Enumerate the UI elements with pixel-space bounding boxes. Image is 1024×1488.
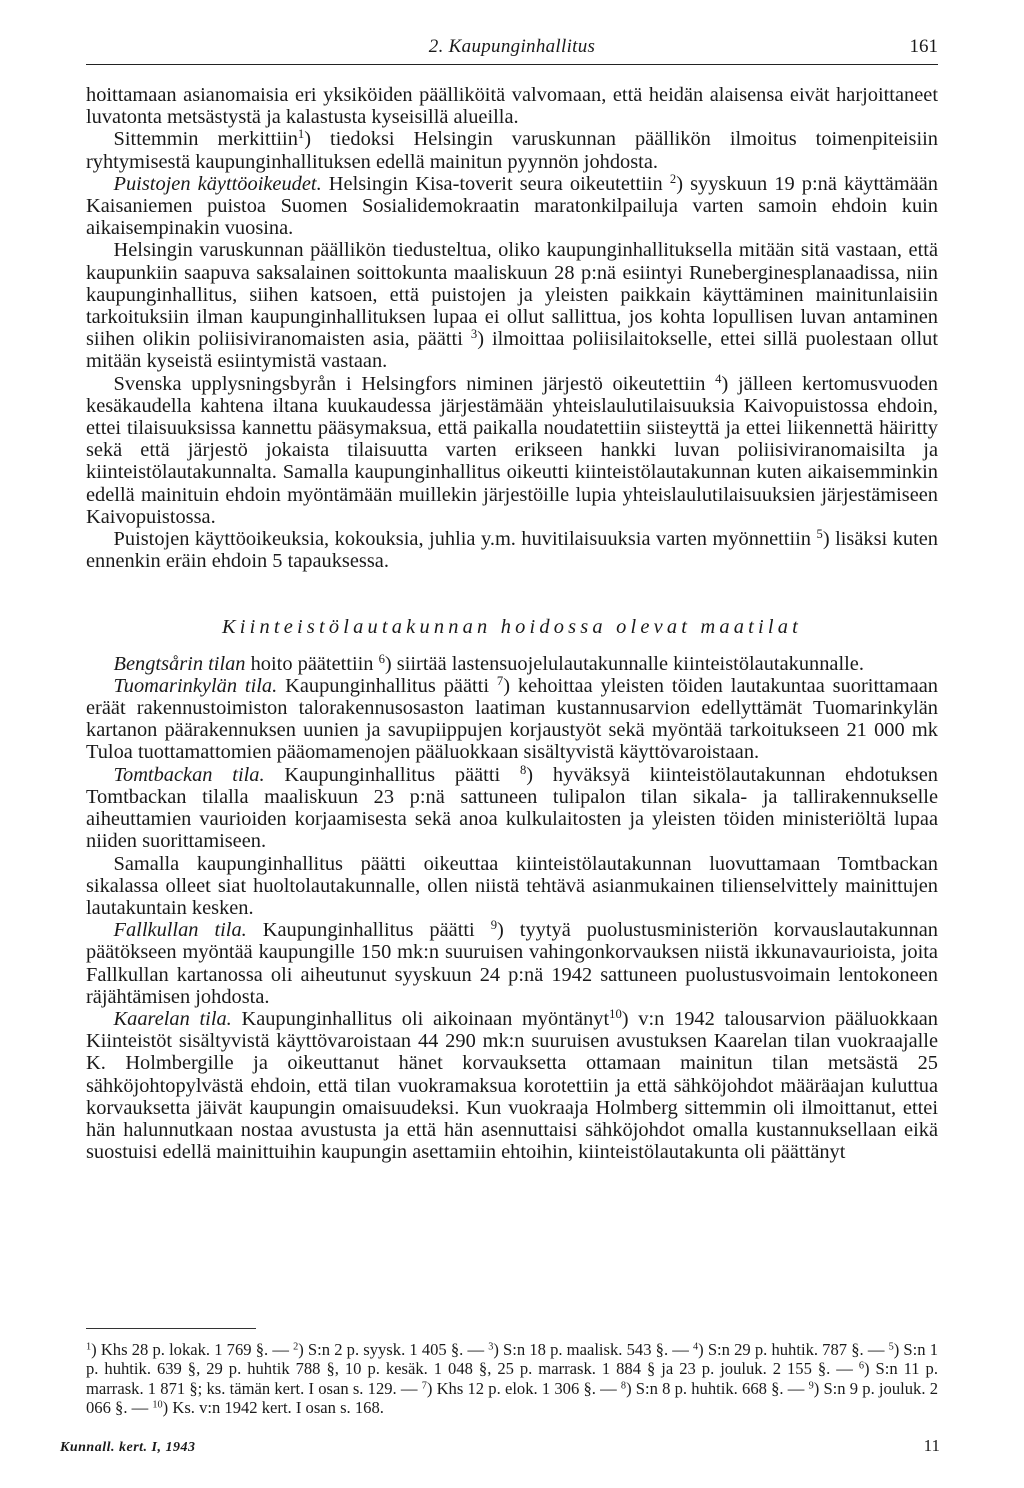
section-heading: Kiinteistölautakunnan hoidossa olevat maatilat [221,616,803,639]
paragraph: Svenska upplysningsbyrån i Helsingfors niminen järjestö oikeutettiin $^4$) jälleen kertomusvuoden kesäkaudella kahtena iltana kuukaudessa järjestämään yhteislaulutilaisuuksia Kaivopuistossa ehdoin, ettei tilaisuuksissa kannettu pääsymaksua, että paikalla noudatettiin siisteyttä ja ettei liikennettä häiritty sekä että järjestö jokaista tilaisuutta varten erikseen hankki luvan poliisiviranomaisilta ja kiinteistölautakunnalta. Samalla kaupunginhallitus oikeutti kiinteistölautakunnan kuten aikaisemminkin edellä mainituin ehdoin myöntämään muillekin järjestöille lupia yhteislaulutilaisuuksien järjestämiseen Kaivopuistossa. [86,371,939,528]
paragraph-lead: Tomtbackan tila. [113,763,265,786]
paragraph: Sittemmin merkittiin$^1$) tiedoksi Helsingin varuskunnan päällikön ilmoitus toimenpiteisiin ryhtymisestä kaupunginhallituksen edellä mainitun pyynnön johdosta. [86,127,938,173]
footnote-ref: 5 [816,527,823,542]
footnote-ref: 4 [715,371,722,386]
paragraph: Fallkullan tila. Kaupunginhallitus päätti $^9$) tyytyä puolustusministeriön korvauslautakunnan päätökseen myöntää kaupungille 150 mk:n suuruisen vahingonkorvauksen niistä ikkunavaurioista, joita Fallkullan kartanossa oli aiheutunut syyskuun 24 p:nä 1942 sattuneen puolustusvoimain lentokoneen räjähtämisen johdosta. [86,918,938,1008]
publication-footer: Kunnall. kert. I, 1943 [60,1440,196,1455]
signature-mark: 11 [923,1436,940,1455]
paragraph: hoittamaan asianomaisia eri yksiköiden päälliköitä valvomaan, että heidän alaisensa eivät harjoittaneet luvatonta metsästystä ja kalastusta kyseisillä alueilla. [86,84,938,129]
running-head [86,30,938,65]
paragraph: Kaarelan tila. Kaupunginhallitus oli aikoinaan myöntänyt$^{10}$) v:n 1942 talousarvion pääluokkaan Kiinteistöt sisältyvistä käyttövaroistaan 44 290 mk:n suuruisen avustuksen Kaarelan tilan vuokraajalle K. Holmbergille ja oikeuttanut hänet korvauksetta ottamaan mainitun tilan metsästä 25 sähköjohtopylvästä ehdoin, että tilan vuokramaksua korotettiin ja että sähköjohdot määräajan kuluttua korvauksetta jäivät kaupungin omaisuudeksi. Kun vuokraaja Holmberg sittemmin oli ilmoittanut, ettei hän halunnutkaan nostaa avustusta ja että hän asennuttaisi sähköjohdot omalla kustannuksellaan eikä suostuisi edellä mainittuihin kaupungin asettamiin ehtoihin, kiinteistölautakunta oli päättänyt [86,1006,938,1164]
footnote-ref: 7 [496,673,504,688]
paragraph-lead: Tuomarinkylän tila. [113,674,278,697]
body-text [86,84,938,1163]
footnote-ref: 6 [378,651,385,666]
paragraph: Samalla kaupunginhallitus päätti oikeuttaa kiinteistölautakunnan luovuttamaan Tomtbackan sikalassa olleet siat huoltolautakunnalle, ollen niistä tehtävä asianmukainen tilienselvittely mainittujen lautakuntain kesken. [86,852,938,919]
footnote-ref: 1 [297,127,305,142]
page-number: 161 [909,36,938,57]
paragraph: Helsingin varuskunnan päällikön tiedusteltua, oliko kaupunginhallituksella mitään sitä vastaan, että kaupunkiin saapuva saksalainen soittokunta maaliskuun 28 p:nä esiintyi Runeberginesplanaadissa, niin kaupunginhallitus, siihen katsoen, että puistojen ja yleisten paikkain käyttäminen mainitunlaisiin tarkoituksiin ilman kaupunginhallituksen lupaa ei ollut sallittua, jos kohta lopullisen luvan antaminen siihen olikin poliisiviranomaisten asia, päätti $^3$) ilmoittaa poliisilaitokselle, ettei sillä puolestaan ollut mitään kyseistä esiintymistä vastaan. [86,239,938,373]
paragraph: Bengtsårin tilan hoito päätettiin $^6$) siirtää lastensuojelulautakunnalle kiinteistölautakunnalle. [113,651,864,675]
paragraph: Puistojen käyttöoikeudet. Helsingin Kisa-toverit seura oikeutettiin $^2$) syyskuun 19 p:nä käyttämään Kaisaniemen puistoa Suomen Sosialidemokraatin maratonkilpailuja varten samoin ehdoin kuin aikaisempinakin vuosina. [86,171,938,240]
footnote-ref: 9 [490,918,497,933]
paragraph-lead: Fallkullan tila. [113,919,247,942]
paragraph-lead: Puistojen käyttöoikeudet. [113,172,322,195]
footnote-ref: 3 [470,327,478,342]
footnotes [86,1340,938,1418]
paragraph-lead: Bengtsårin tilan [113,652,246,675]
paragraph-lead: Kaarelan tila. [113,1007,232,1030]
footnote-ref: 8 [519,762,527,777]
paragraph: Tomtbackan tila. Kaupunginhallitus päätti $^8$) hyväksyä kiinteistölautakunnan ehdotuksen Tomtbackan tilalla maaliskuun 23 p:nä sattuneen tulipalon tilan sikala- ja tallirakennukselle aiheuttamien vaurioiden korjaamisesta sekä anoa kulkulaitosten ja yleisten töiden ministeriöltä lupaa niiden suorittamiseen. [86,762,938,853]
footnote-list: $^1$) Khs 28 p. lokak. 1 769 §. — $^2$) S:n 2 p. syysk. 1 405 §. — $^3$) S:n 18 p. maalisk. 543 §. — $^4$) S:n 29 p. huhtik. 787 §. — $^5$) S:n 1 p. huhtik. 639 §, 29 p. huhtik 788 §, 10 p. kesäk. 1 048 §, 25 p. marrask. 1 884 § ja 23 p. jouluk. 2 155 §. — $^6$) S:n 11 p. marrask. 1 871 §; ks. tämän kert. I osan s. 129. — $^7$) Khs 12 p. elok. 1 306 §. — $^8$) S:n 8 p. huhtik. 668 §. — $^9$) S:n 9 p. jouluk. 2 066 §. — $^{10}$) Ks. v:n 1942 kert. I osan s. 168. [86,1340,938,1418]
footnote-divider [86,1328,256,1329]
running-title: 2. Kaupunginhallitus [428,36,596,57]
footnote-ref: 2 [669,171,677,186]
paragraph: Tuomarinkylän tila. Kaupunginhallitus päätti $^7$) kehoittaa yleisten töiden lautakuntaa suorittamaan eräät rakennustoimiston talorakennusosaston laatiman kustannusarvion edellyttämät Tuomarinkylän kartanon päärakennuksen uunien ja savupiippujen korjaustyöt sekä myöntää tarkoitukseen 21 000 mk Tuloa tuottamattomien pääomamenojen pääluokkaan sisältyvistä käyttövaroistaan. [86,673,938,764]
paragraph: Puistojen käyttöoikeuksia, kokouksia, juhlia y.m. huvitilaisuuksia varten myönnettiin $^5$) lisäksi kuten ennenkin eräin ehdoin 5 tapauksessa. [86,527,938,573]
footnote-ref: 10 [609,1006,622,1021]
